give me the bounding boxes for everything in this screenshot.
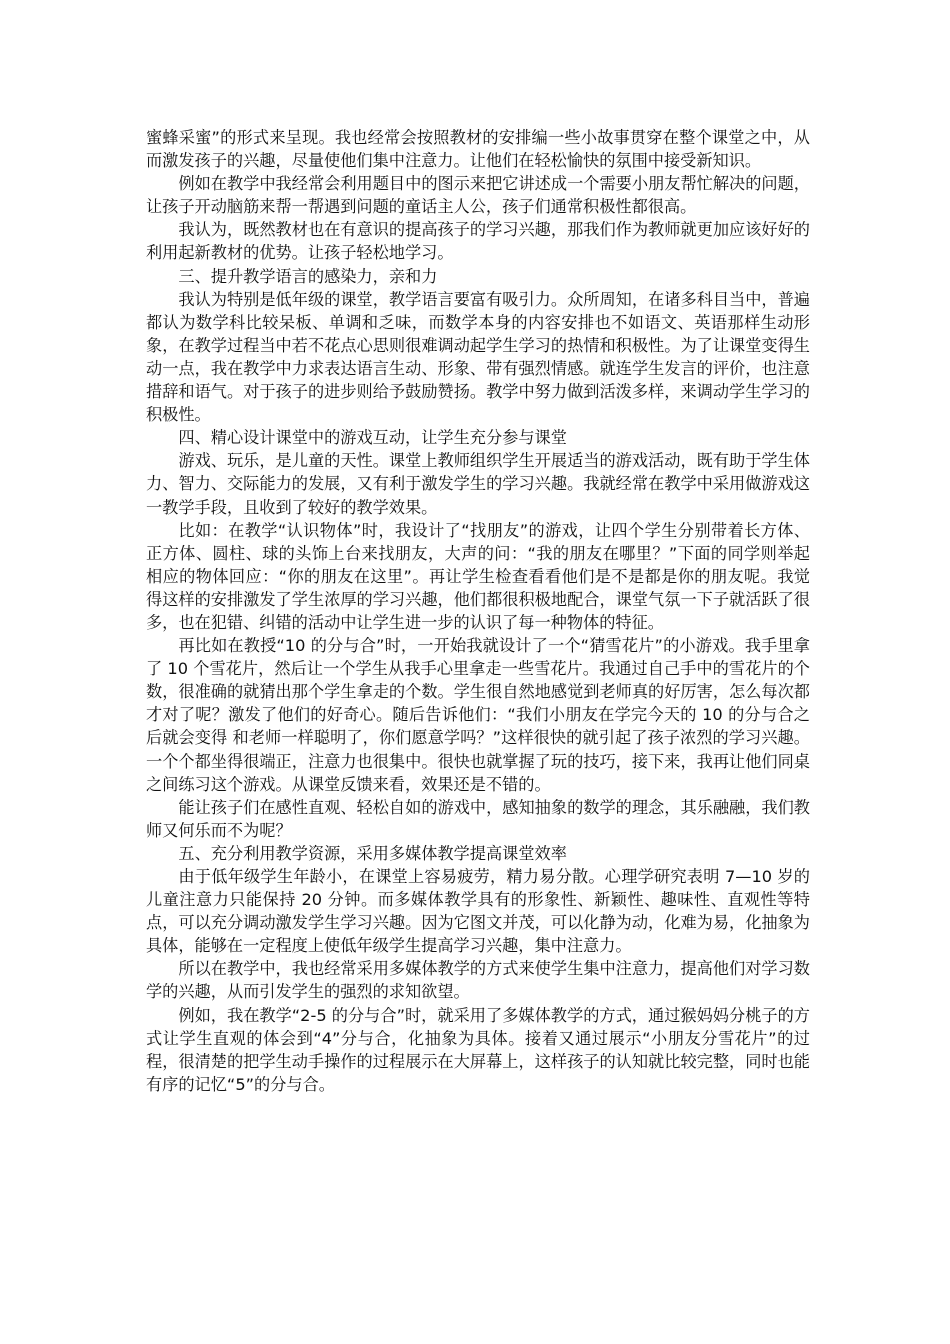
paragraph: 由于低年级学生年龄小，在课堂上容易疲劳，精力易分散。心理学研究表明 7—10 岁的儿童注意力只能保持 20 分钟。而多媒体教学具有的形象性、新颖性、趣味性、直观性等特点，可以充分调动激发学生学习兴趣。因为它图文并茂，可以化静为动，化难为易，化抽象为具体，能够在一定程度上使低年级学生提高学习兴趣，集中注意力。 — [146, 867, 810, 956]
paragraph: 比如：在教学“认识物体”时，我设计了“找朋友”的游戏，让四个学生分别带着长方体、正方体、圆柱、球的头饰上台来找朋友，大声的问：“我的朋友在哪里？”下面的同学则举起相应的物体回应：“你的朋友在这里”。再让学生检查看看他们是不是都是你的朋友呢。我觉得这样的安排激发了学生浓厚的学习兴趣，他们都很积极地配合，课堂气氛一下子就活跃了很多，也在犯错、纠错的活动中让学生进一步的认识了每一种物体的特征。 — [146, 520, 810, 632]
paragraph: 再比如在教授“10 的分与合”时，一开始我就设计了一个“猜雪花片”的小游戏。我手里拿了 10 个雪花片，然后让一个学生从我手心里拿走一些雪花片。我通过自己手中的雪花片的个数，很准确的就猜出那个学生拿走的个数。学生很自然地感觉到老师真的好厉害，怎么每次都才对了呢？激发了他们的好奇心。随后告诉他们：“我们小朋友在学完今天的 10 的分与合之后就会变得 和老师一样聪明了，你们愿意学吗？”这样很快的就引起了孩子浓烈的学习兴趣。一个个都坐得很端正，注意力也很集中。很快也就掌握了玩的技巧，接下来，我再让他们同桌之间练习这个游戏。从课堂反馈来看，效果还是不错的。 — [146, 636, 810, 794]
paragraph: 蜜蜂采蜜”的形式来呈现。我也经常会按照教材的安排编一些小故事贯穿在整个课堂之中，从而激发孩子的兴趣，尽量使他们集中注意力。让他们在轻松愉快的氛围中接受新知识。 — [146, 128, 810, 171]
paragraph: 能让孩子们在感性直观、轻松自如的游戏中，感知抽象的数学的理念，其乐融融，我们教师又何乐而不为呢？ — [146, 797, 810, 840]
document-page — [146, 126, 810, 1096]
section-heading: 五、充分利用教学资源，采用多媒体教学提高课堂效率 — [178, 843, 567, 863]
paragraph: 例如，我在教学“2-5 的分与合”时，就采用了多媒体教学的方式，通过猴妈妈分桃子的方式让学生直观的体会到“4”分与合，化抽象为具体。接着又通过展示“小朋友分雪花片”的过程，很清楚的把学生动手操作的过程展示在大屏幕上，这样孩子的认知就比较完整，同时也能有序的记忆“5”的分与合。 — [146, 1005, 810, 1094]
section-heading: 三、提升教学语言的感染力，亲和力 — [178, 266, 438, 286]
paragraph: 我认为，既然教材也在有意识的提高孩子的学习兴趣，那我们作为教师就更加应该好好的利用起新教材的优势。让孩子轻松地学习。 — [146, 220, 810, 263]
paragraph: 例如在教学中我经常会利用题目中的图示来把它讲述成一个需要小朋友帮忙解决的问题，让孩子开动脑筋来帮一帮遇到问题的童话主人公，孩子们通常积极性都很高。 — [146, 174, 810, 217]
paragraph: 游戏、玩乐，是儿童的天性。课堂上教师组织学生开展适当的游戏活动，既有助于学生体力、智力、交际能力的发展，又有利于激发学生的学习兴趣。我就经常在教学中采用做游戏这一教学手段，且收到了较好的教学效果。 — [146, 451, 810, 517]
section-heading: 四、精心设计课堂中的游戏互动，让学生充分参与课堂 — [178, 428, 567, 448]
paragraph: 我认为特别是低年级的课堂，教学语言要富有吸引力。众所周知，在诸多科目当中，普遍都认为数学科比较呆板、单调和乏味，而数学本身的内容安排也不如语文、英语那样生动形象，在教学过程当中若不花点心思则很难调动起学生学习的热情和积极性。为了让课堂变得生动一点，我在教学中力求表达语言生动、形象、带有强烈情感。就连学生发言的评价，也注意措辞和语气。对于孩子的进步则给予鼓励赞扬。教学中努力做到活泼多样，来调动学生学习的积极性。 — [146, 289, 810, 425]
paragraph: 所以在教学中，我也经常采用多媒体教学的方式来使学生集中注意力，提高他们对学习数学的兴趣，从而引发学生的强烈的求知欲望。 — [146, 959, 810, 1002]
